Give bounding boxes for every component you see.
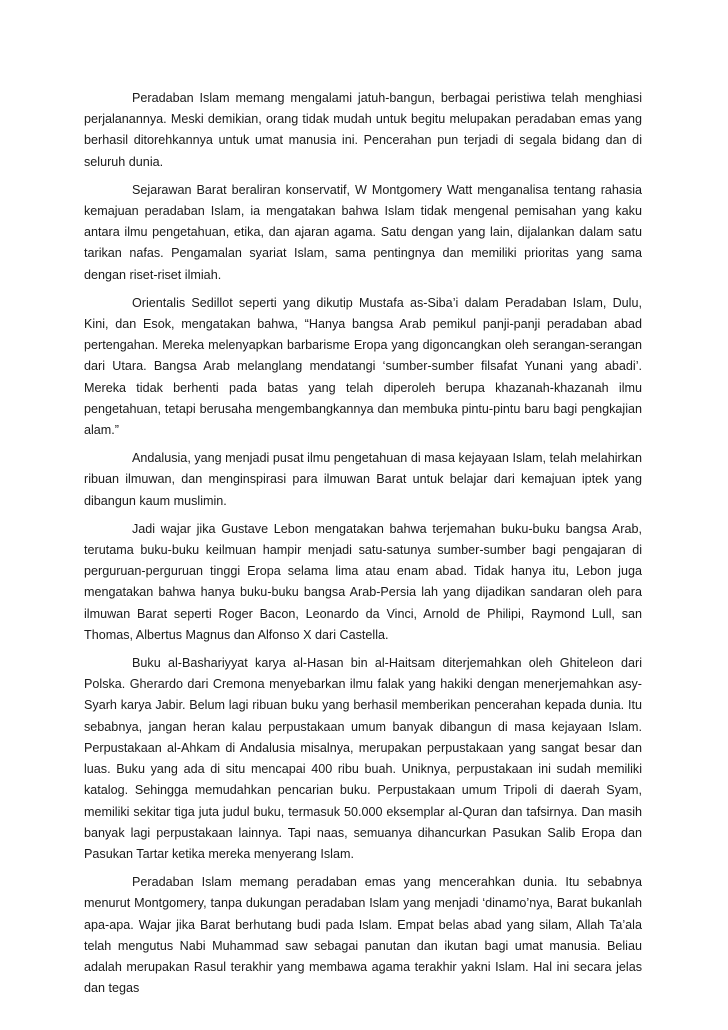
paragraph-2: Sejarawan Barat beraliran konservatif, W Montgomery Watt menganalisa tentang rahasia kemajuan peradaban Islam, ia mengatakan bahwa Islam tidak mengenal pemisahan yang kaku antara ilmu pengetahuan, etika, dan ajaran agama. Satu dengan yang lain, dijalankan dalam satu tarikan nafas. Pengamalan syariat Islam, sama pentingnya dan memiliki prioritas yang sama dengan riset-riset ilmiah. — [84, 182, 642, 282]
document-page — [84, 88, 642, 1006]
paragraph-6: Buku al-Bashariyyat karya al-Hasan bin al-Haitsam diterjemahkan oleh Ghiteleon dari Polska. Gherardo dari Cremona menyebarkan ilmu falak yang hakiki dengan menerjemahkan asy-Syarh karya Jabir. Belum lagi ribuan buku yang berhasil memberikan pencerahan kepada dunia. Itu sebabnya, jangan heran kalau perpustakaan umum banyak dibangun di masa kejayaan Islam. Perpustakaan al-Ahkam di Andalusia misalnya, merupakan perpustakaan yang sangat besar dan luas. Buku yang ada di situ mencapai 400 ribu buah. Uniknya, perpustakaan ini sudah memiliki katalog. Sehingga memudahkan pencarian buku. Perpustakaan umum Tripoli di daerah Syam, memiliki sekitar tiga juta judul buku, termasuk 50.000 eksemplar al-Quran dan tafsirnya. Dan masih banyak lagi perpustakaan lainnya. Tapi naas, semuanya dihancurkan Pasukan Salib Eropa dan Pasukan Tartar ketika mereka menyerang Islam. — [84, 656, 642, 861]
paragraph-3: Orientalis Sedillot seperti yang dikutip Mustafa as-Siba’i dalam Peradaban Islam, Dulu, Kini, dan Esok, mengatakan bahwa, “Hanya bangsa Arab pemikul panji-panji peradaban abad pertengahan. Mereka melenyapkan barbarisme Eropa yang digoncangkan oleh serangan-serangan dari Utara. Bangsa Arab melanglang mendatangi ‘sumber-sumber filsafat Yunani yang abadi’. Mereka tidak berhenti pada batas yang telah diperoleh berupa khazanah-khazanah ilmu pengetahuan, tetapi berusaha mengembangkannya dan membuka pintu-pintu baru bagi pengkajian alam.” — [84, 295, 642, 438]
paragraph-5: Jadi wajar jika Gustave Lebon mengatakan bahwa terjemahan buku-buku bangsa Arab, terutama buku-buku keilmuan hampir menjadi satu-satunya sumber-sumber bagi pengajaran di perguruan-perguruan tinggi Eropa selama lima atau enam abad. Tidak hanya itu, Lebon juga mengatakan bahwa hanya buku-buku bangsa Arab-Persia lah yang dijadikan sandaran oleh para ilmuwan Barat seperti Roger Bacon, Leonardo da Vinci, Arnold de Philipi, Raymond Lull, san Thomas, Albertus Magnus dan Alfonso X dari Castella. — [84, 521, 642, 642]
paragraph-4: Andalusia, yang menjadi pusat ilmu pengetahuan di masa kejayaan Islam, telah melahirkan ribuan ilmuwan, dan menginspirasi para ilmuwan Barat untuk belajar dari kemajuan iptek yang dibangun kaum muslimin. — [84, 451, 642, 508]
paragraph-1: Peradaban Islam memang mengalami jatuh-bangun, berbagai peristiwa telah menghiasi perjalanannya. Meski demikian, orang tidak mudah untuk begitu melupakan peradaban emas yang berhasil ditorehkannya untuk umat manusia ini. Pencerahan pun terjadi di segala bidang dan di seluruh dunia. — [84, 91, 642, 169]
paragraph-7: Peradaban Islam memang peradaban emas yang mencerahkan dunia. Itu sebabnya menurut Montgomery, tanpa dukungan peradaban Islam yang menjadi ‘dinamo’nya, Barat bukanlah apa-apa. Wajar jika Barat berhutang budi pada Islam. Empat belas abad yang silam, Allah Ta’ala telah mengutus Nabi Muhammad saw sebagai panutan dan ikutan bagi umat manusia. Beliau adalah merupakan Rasul terakhir yang membawa agama terakhir yakni Islam. Hal ini secara jelas dan tegas — [84, 875, 642, 996]
